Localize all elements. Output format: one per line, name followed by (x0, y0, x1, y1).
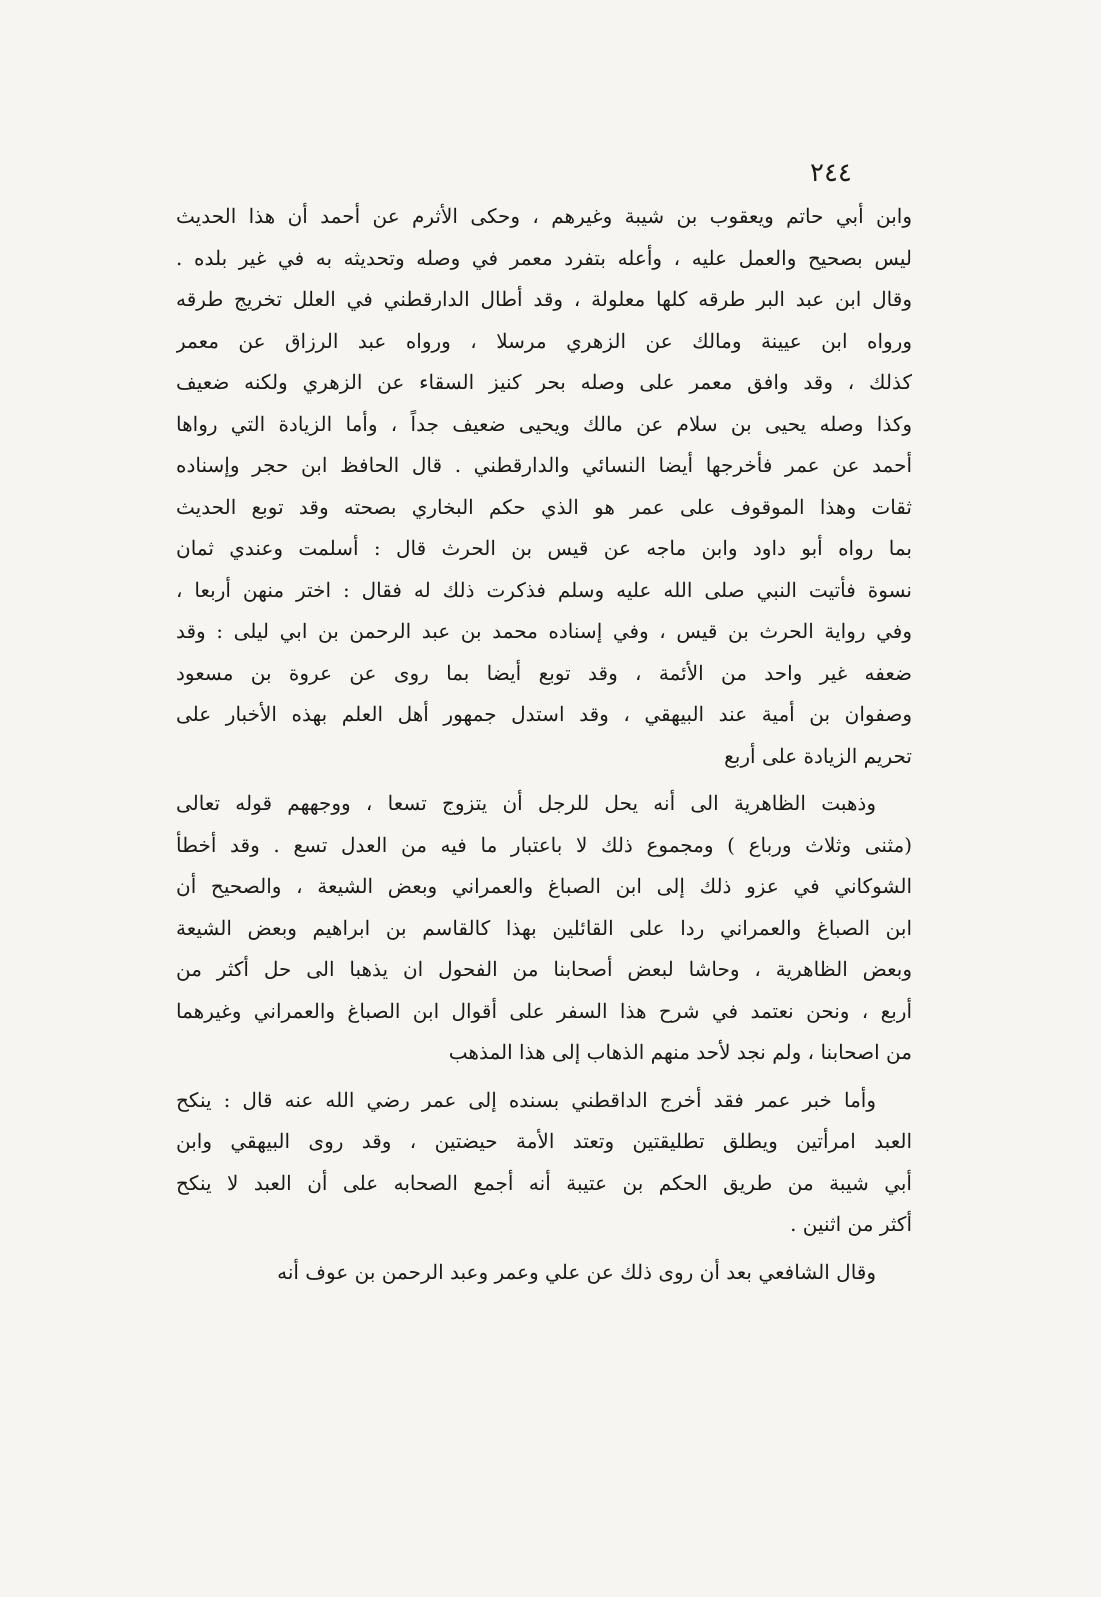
text-line: وصفوان بن أمية عند البيهقي ، وقد استدل جمهور أهل العلم بهذه الأخبار على (176, 702, 912, 726)
text-line: نسوة فأتيت النبي صلى الله عليه وسلم فذكرت ذلك له فقال : اختر منهن أربعا ، (176, 577, 912, 602)
text-line: العبد امرأتين ويطلق تطليقتين وتعتد الأمة حيضتين ، وقد روى البيهقي وابن (176, 1129, 912, 1153)
text-line: (مثنى وثلاث ورباع ) ومجموع ذلك لا باعتبار ما فيه من العدل تسع . وقد أخطأ (176, 832, 912, 857)
text-line: ليس بصحيح والعمل عليه ، وأعله بتفرد معمر في وصله وتحديثه به في غير بلده . (176, 245, 912, 270)
text-line: الشوكاني في عزو ذلك إلى ابن الصباغ والعمراني وبعض الشيعة ، والصحيح أن (176, 874, 912, 898)
text-line: وابن أبي حاتم ويعقوب بن شيبة وغيرهم ، وحكى الأثرم عن أحمد أن هذا الحديث (176, 204, 912, 228)
text-line: بما رواه أبو داود وابن ماجه عن قيس بن الحرث قال : أسلمت وعندي ثمان (176, 536, 912, 560)
text-line: أحمد عن عمر فأخرجها أيضا النسائي والدارقطني . قال الحافظ ابن حجر وإسناده (176, 453, 912, 477)
text-line: وأما خبر عمر فقد أخرج الداقطني بسنده إلى عمر رضي الله عنه قال : ينكح (176, 1087, 876, 1112)
text-line: وكذا وصله يحيى بن سلام عن مالك ويحيى ضعيف جداً ، وأما الزيادة التي رواها (176, 411, 912, 436)
text-line: ابن الصباغ والعمراني ردا على القائلين بهذا كالقاسم بن ابراهيم وبعض الشيعة (176, 915, 912, 940)
page-number: ٢٤٤ (810, 158, 852, 188)
text-line: وقال ابن عبد البر طرقه كلها معلولة ، وقد أطال الدارقطني في العلل تخريج طرقه (176, 287, 912, 311)
text-line: من اصحابنا ، ولم نجد لأحد منهم الذهاب إلى هذا المذهب (448, 1040, 912, 1064)
paragraph (176, 1252, 912, 1294)
text-line: ورواه ابن عيينة ومالك عن الزهري مرسلا ، ورواه عبد الرزاق عن معمر (176, 328, 912, 353)
text-line: أكثر من اثنين . (790, 1212, 912, 1236)
text-line: وقال الشافعي بعد أن روى ذلك عن علي وعمر وعبد الرحمن بن عوف أنه (277, 1259, 876, 1284)
paragraph (176, 1080, 912, 1246)
body-text (176, 196, 912, 1293)
text-line: وبعض الظاهرية ، وحاشا لبعض أصحابنا من الفحول ان يذهبا الى حل أكثر من (176, 957, 912, 981)
text-line: وذهبت الظاهرية الى أنه يحل للرجل أن يتزوج تسعا ، ووجههم قوله تعالى (176, 791, 876, 815)
text-line: ثقات وهذا الموقوف على عمر هو الذي حكم البخاري بصحته وقد توبع الحديث (176, 494, 912, 519)
text-line: كذلك ، وقد وافق معمر على وصله بحر كنيز السقاء عن الزهري ولكنه ضعيف (176, 370, 912, 394)
text-line: أربع ، ونحن نعتمد في شرح هذا السفر على أقوال ابن الصباغ والعمراني وغيرهما (176, 998, 912, 1023)
text-line: ضعفه غير واحد من الأئمة ، وقد توبع أيضا بما روى عن عروة بن مسعود (176, 660, 912, 685)
text-line: تحريم الزيادة على أربع (724, 743, 912, 768)
paragraph (176, 783, 912, 1074)
text-line: وفي رواية الحرث بن قيس ، وفي إسناده محمد بن عبد الرحمن بن ابي ليلى : وقد (176, 619, 912, 643)
text-line: أبي شيبة من طريق الحكم بن عتيبة أنه أجمع الصحابه على أن العبد لا ينكح (176, 1170, 912, 1195)
paragraph (176, 196, 912, 777)
